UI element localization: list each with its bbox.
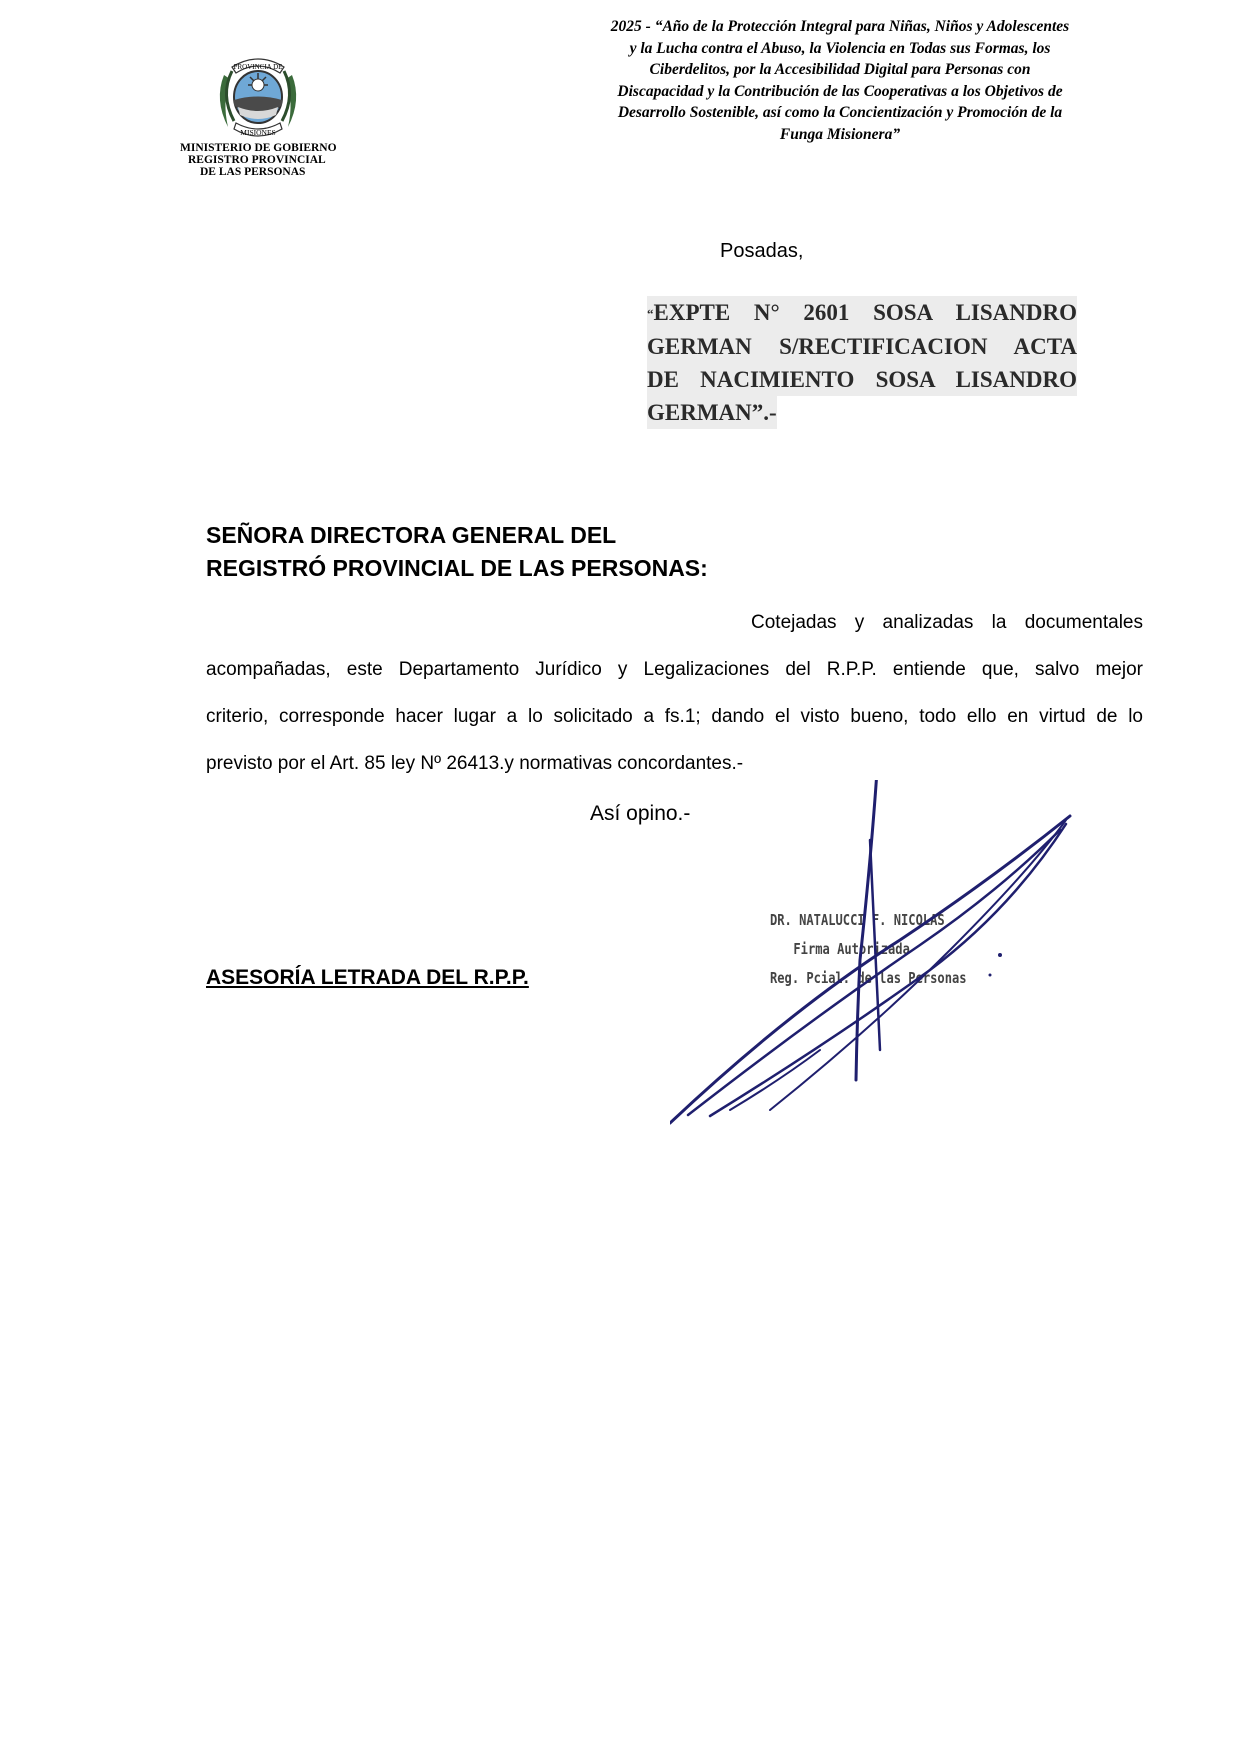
stamp-title: Firma Autorizada — [793, 940, 910, 958]
case-line: “EXPTE N° 2601 SOSA LISANDRO — [647, 296, 1077, 330]
addressee-line: REGISTRÓ PROVINCIAL DE LAS PERSONAS: — [206, 555, 708, 581]
stamp-office: Reg. Pcial. de las Personas — [770, 969, 967, 987]
addressee — [206, 519, 708, 585]
open-quote: “ — [647, 306, 654, 321]
province-emblem — [210, 45, 306, 145]
case-line: DE NACIMIENTO SOSA LISANDRO — [647, 363, 1077, 396]
body-paragraph — [206, 608, 1143, 796]
case-line: GERMAN”.- — [647, 396, 777, 429]
motto-line: Discapacidad y la Contribución de las Cooperativas a los Objetivos de — [617, 82, 1063, 100]
addressee-line: SEÑORA DIRECTORA GENERAL DEL — [206, 522, 617, 548]
case-line: GERMAN S/RECTIFICACION ACTA — [647, 330, 1077, 363]
registry-line: REGISTRO PROVINCIAL — [188, 154, 326, 166]
motto-line: Desarrollo Sostenible, así como la Concientización y Promoción de la — [617, 104, 1063, 121]
handwritten-signature — [670, 780, 1090, 1140]
emblem-bottom-text: MISIONES — [240, 128, 276, 137]
ministry-block — [180, 142, 360, 178]
motto-line: Ciberdelitos, por la Accesibilidad Digital para Personas con — [649, 61, 1031, 78]
body-line: criterio, corresponde hacer lugar a lo solicitado a fs.1; dando el visto bueno, todo ello en virtud de lo — [206, 706, 1143, 727]
motto-line: Funga Misionera” — [779, 125, 901, 143]
legal-office-signature: ASESORÍA LETRADA DEL R.P.P. — [206, 966, 529, 989]
registry-line-2: DE LAS PERSONAS — [200, 166, 306, 178]
motto-line: y la Lucha contra el Abuso, la Violencia en Todas sus Formas, los — [629, 39, 1051, 57]
ministry-line: MINISTERIO DE GOBIERNO — [180, 142, 337, 154]
place-date: Posadas, — [720, 240, 804, 262]
motto-line: 2025 - “Año de la Protección Integral para Niñas, Niños y Adolescentes — [610, 18, 1070, 35]
body-line: Cotejadas y analizadas la documentales — [751, 612, 1143, 633]
emblem-top-text: PROVINCIA DE — [233, 63, 283, 71]
body-line: previsto por el Art. 85 ley Nº 26413.y normativas concordantes.- — [206, 753, 744, 774]
stamp-name: DR. NATALUCCI F. NICOLAS — [770, 911, 945, 929]
body-line: acompañadas, este Departamento Jurídico y Legalizaciones del R.P.P. entiende que, salvo mejor — [206, 659, 1143, 680]
year-motto — [560, 16, 1120, 145]
case-reference — [647, 296, 1077, 429]
opinion: Así opino.- — [590, 802, 691, 825]
